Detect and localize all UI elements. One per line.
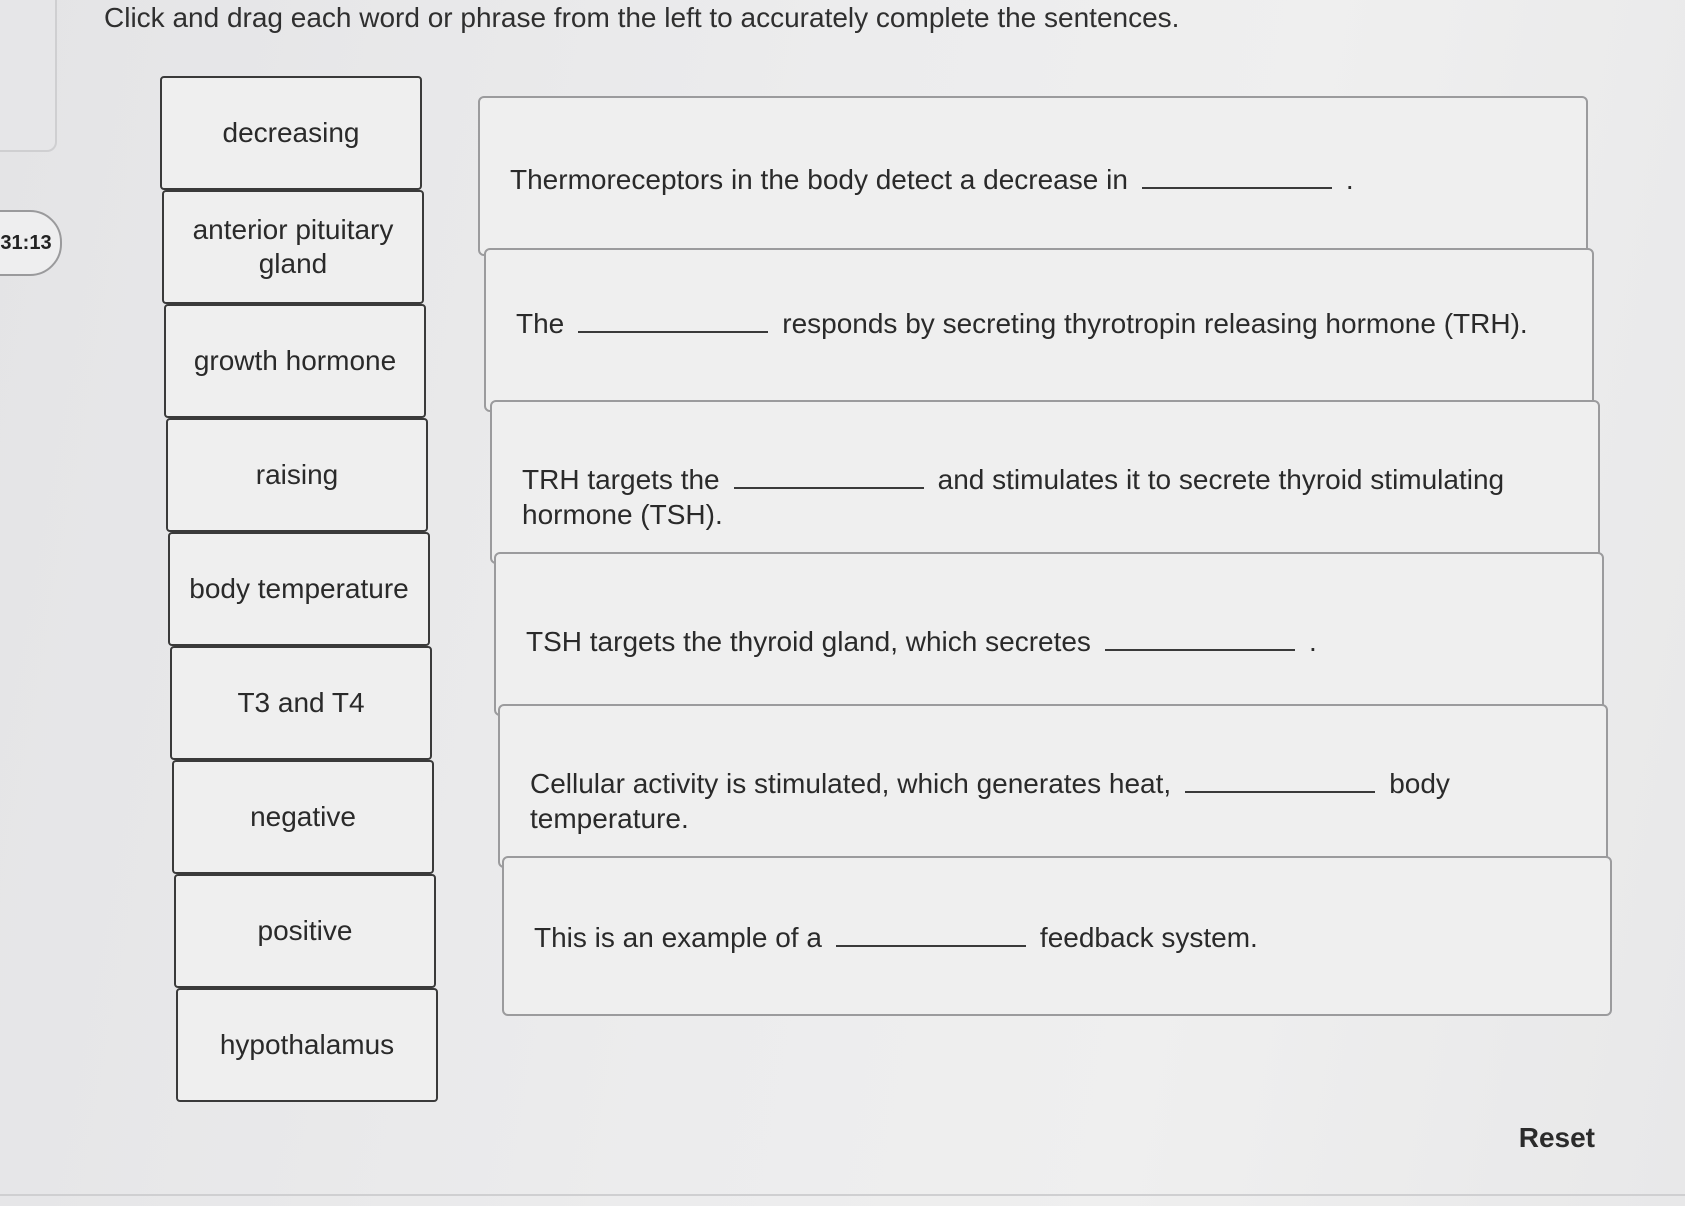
- draggable-word-anterior-pituitary-gland[interactable]: anterior pituitary gland: [162, 190, 424, 304]
- sentence-2-before: The: [516, 308, 565, 339]
- sentence-3-before: TRH targets the: [522, 464, 720, 495]
- drop-zone-5[interactable]: [1185, 791, 1375, 793]
- reset-button[interactable]: Reset: [1518, 1122, 1595, 1153]
- sentence-4-after: .: [1308, 626, 1317, 657]
- divider: [0, 1194, 1685, 1196]
- sentence-5-before: Cellular activity is stimulated, which generates heat,: [530, 768, 1172, 799]
- draggable-word-hypothalamus[interactable]: hypothalamus: [176, 988, 438, 1102]
- draggable-word-growth-hormone[interactable]: growth hormone: [164, 304, 426, 418]
- sentence-box-6: [502, 856, 1612, 1016]
- timer-badge: 31:13: [0, 210, 62, 276]
- draggable-word-t3-and-t4[interactable]: T3 and T4: [170, 646, 432, 760]
- sentence-1-after: .: [1345, 164, 1354, 195]
- drop-zone-4[interactable]: [1105, 649, 1295, 651]
- side-panel-edge: [0, 0, 57, 152]
- drop-zone-1[interactable]: [1142, 187, 1332, 189]
- sentence-6-after: feedback system.: [1039, 922, 1258, 953]
- sentence-4-before: TSH targets the thyroid gland, which secretes: [526, 626, 1091, 657]
- draggable-word-decreasing[interactable]: decreasing: [160, 76, 422, 190]
- draggable-word-body-temperature[interactable]: body temperature: [168, 532, 430, 646]
- sentence-5-after: body temperature.: [530, 768, 1450, 834]
- sentence-box-5: [498, 704, 1608, 868]
- sentence-2-after: responds by secreting thyrotropin releasing hormone (TRH).: [782, 308, 1528, 339]
- drop-zone-3[interactable]: [734, 487, 924, 489]
- draggable-word-raising[interactable]: raising: [166, 418, 428, 532]
- drop-zone-2[interactable]: [578, 331, 768, 333]
- sentence-6-before: This is an example of a: [534, 922, 822, 953]
- drop-zone-6[interactable]: [836, 945, 1026, 947]
- draggable-word-negative[interactable]: negative: [172, 760, 434, 874]
- draggable-word-positive[interactable]: positive: [174, 874, 436, 988]
- sentence-1-before: Thermoreceptors in the body detect a decrease in: [510, 164, 1128, 195]
- sentence-box-1: [478, 96, 1588, 256]
- sentence-box-3: [490, 400, 1600, 564]
- sentence-box-2: [484, 248, 1594, 412]
- sentence-box-4: [494, 552, 1604, 716]
- instructions-text: Click and drag each word or phrase from the left to accurately complete the sentences.: [104, 2, 1180, 33]
- sentence-3-after: and stimulates it to secrete thyroid stimulating hormone (TSH).: [522, 464, 1505, 530]
